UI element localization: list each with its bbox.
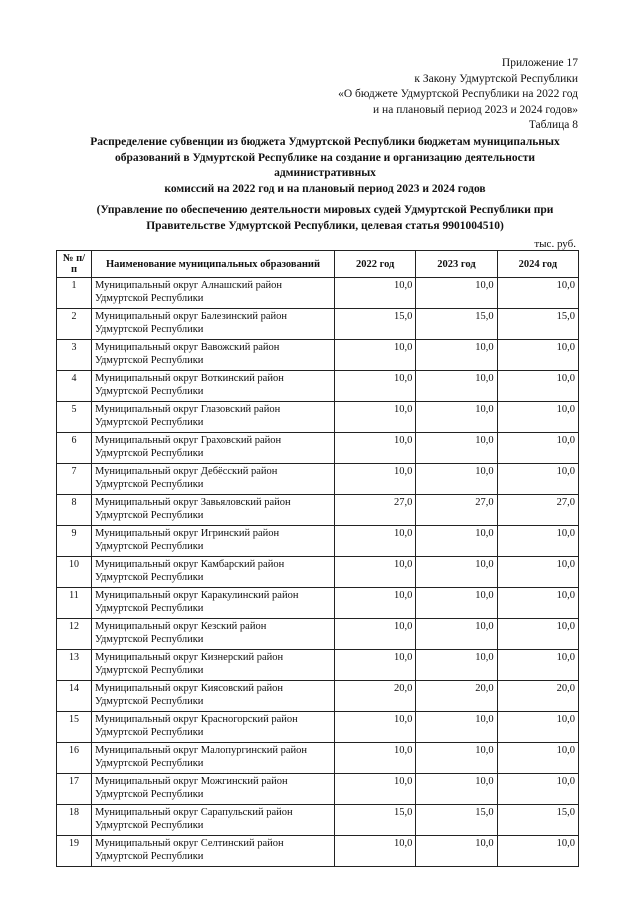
amount-2023: 15,0 (416, 805, 497, 836)
amount-2023: 10,0 (416, 371, 497, 402)
amount-2023: 10,0 (416, 402, 497, 433)
municipality-name-line1: Муниципальный округ Можгинский район (95, 776, 288, 787)
amount-2022: 27,0 (335, 495, 416, 526)
header-2024: 2024 год (497, 251, 578, 278)
amount-2023: 10,0 (416, 836, 497, 867)
row-number: 1 (57, 278, 92, 309)
table-row (57, 495, 579, 526)
amount-2023: 10,0 (416, 464, 497, 495)
amount-2022: 20,0 (335, 681, 416, 712)
municipality-name-line2: Удмуртской Республики (95, 789, 204, 800)
municipality-name (92, 743, 335, 774)
table-body (57, 278, 579, 867)
municipality-name-line1: Муниципальный округ Балезинский район (95, 311, 287, 322)
amount-2022: 10,0 (335, 278, 416, 309)
amount-2023: 10,0 (416, 340, 497, 371)
amount-2024: 15,0 (497, 309, 578, 340)
municipality-name (92, 588, 335, 619)
amount-2024: 10,0 (497, 464, 578, 495)
row-number: 10 (57, 557, 92, 588)
amount-2023: 10,0 (416, 526, 497, 557)
row-number: 17 (57, 774, 92, 805)
amount-2022: 10,0 (335, 774, 416, 805)
municipality-name-line2: Удмуртской Республики (95, 386, 204, 397)
municipality-name-line1: Муниципальный округ Камбарский район (95, 559, 285, 570)
municipality-name-line2: Удмуртской Республики (95, 572, 204, 583)
document-subtitle (70, 202, 580, 234)
municipality-name (92, 309, 335, 340)
row-number: 7 (57, 464, 92, 495)
municipality-name-line1: Муниципальный округ Кезский район (95, 621, 267, 632)
municipality-name-line2: Удмуртской Республики (95, 417, 204, 428)
amount-2022: 10,0 (335, 402, 416, 433)
document-title (70, 135, 580, 197)
amount-2024: 27,0 (497, 495, 578, 526)
header-2022: 2022 год (335, 251, 416, 278)
table-number: Таблица 8 (528, 119, 578, 131)
municipality-name-line1: Муниципальный округ Селтинский район (95, 838, 284, 849)
table-row (57, 433, 579, 464)
table-row (57, 278, 579, 309)
municipality-name-line2: Удмуртской Республики (95, 634, 204, 645)
municipality-name-line2: Удмуртской Республики (95, 293, 204, 304)
table-row (57, 309, 579, 340)
municipality-name (92, 557, 335, 588)
municipality-name-line2: Удмуртской Республики (95, 510, 204, 521)
municipality-name (92, 836, 335, 867)
municipality-name (92, 526, 335, 557)
row-number: 16 (57, 743, 92, 774)
municipality-name (92, 278, 335, 309)
municipality-name-line2: Удмуртской Республики (95, 324, 204, 335)
amount-2023: 27,0 (416, 495, 497, 526)
amount-2023: 10,0 (416, 774, 497, 805)
table-row (57, 619, 579, 650)
table-row (57, 712, 579, 743)
municipality-name-line1: Муниципальный округ Малопургинский район (95, 745, 308, 756)
amount-2024: 20,0 (497, 681, 578, 712)
amount-2022: 15,0 (335, 309, 416, 340)
municipality-name-line1: Муниципальный округ Вавожский район (95, 342, 280, 353)
municipality-name-line2: Удмуртской Республики (95, 696, 204, 707)
municipality-name-line1: Муниципальный округ Каракулинский район (95, 590, 299, 601)
appendix-header (338, 56, 578, 134)
municipality-name-line2: Удмуртской Республики (95, 603, 204, 614)
municipality-name-line1: Муниципальный округ Сарапульский район (95, 807, 293, 818)
municipality-name (92, 371, 335, 402)
row-number: 9 (57, 526, 92, 557)
amount-2022: 10,0 (335, 743, 416, 774)
amount-2024: 10,0 (497, 402, 578, 433)
amount-2024: 10,0 (497, 774, 578, 805)
amount-2023: 10,0 (416, 650, 497, 681)
row-number: 13 (57, 650, 92, 681)
amount-2023: 20,0 (416, 681, 497, 712)
municipality-name (92, 619, 335, 650)
table-row (57, 681, 579, 712)
amount-2024: 10,0 (497, 712, 578, 743)
amount-2023: 10,0 (416, 712, 497, 743)
municipality-name (92, 681, 335, 712)
subtitle-line: Правительстве Удмуртской Республики, целевая статья 9901004510) (146, 220, 504, 232)
appendix-line: «О бюджете Удмуртской Республики на 2022 год (338, 88, 578, 100)
amount-2023: 10,0 (416, 588, 497, 619)
subtitle-line: (Управление по обеспечению деятельности мировых судей Удмуртской Республики при (96, 204, 554, 216)
amount-2024: 10,0 (497, 371, 578, 402)
amount-2024: 10,0 (497, 433, 578, 464)
appendix-line: к Закону Удмуртской Республики (414, 72, 578, 85)
amount-2023: 10,0 (416, 557, 497, 588)
municipality-name (92, 340, 335, 371)
municipality-name-line2: Удмуртской Республики (95, 758, 204, 769)
municipality-name-line1: Муниципальный округ Кизнерский район (95, 652, 284, 663)
header-number: № п/п (57, 251, 92, 278)
row-number: 12 (57, 619, 92, 650)
municipality-name (92, 712, 335, 743)
municipality-name-line2: Удмуртской Республики (95, 851, 204, 862)
municipality-name-line2: Удмуртской Республики (95, 665, 204, 676)
amount-2022: 10,0 (335, 340, 416, 371)
title-line: образований в Удмуртской Республике на создание и организацию деятельности административных (114, 151, 536, 179)
appendix-line: Приложение 17 (501, 57, 578, 69)
amount-2023: 10,0 (416, 619, 497, 650)
municipality-name-line1: Муниципальный округ Воткинский район (95, 373, 284, 384)
amount-2022: 10,0 (335, 464, 416, 495)
amount-2022: 10,0 (335, 526, 416, 557)
municipality-name-line1: Муниципальный округ Киясовский район (95, 683, 284, 694)
municipality-name-line1: Муниципальный округ Дебёсский район (95, 466, 278, 477)
municipality-name-line1: Муниципальный округ Граховский район (95, 435, 282, 446)
table-row (57, 340, 579, 371)
header-name: Наименование муниципальных образований (92, 251, 335, 278)
row-number: 15 (57, 712, 92, 743)
amount-2022: 10,0 (335, 836, 416, 867)
header-2023: 2023 год (416, 251, 497, 278)
amount-2023: 10,0 (416, 743, 497, 774)
amount-2023: 10,0 (416, 278, 497, 309)
row-number: 3 (57, 340, 92, 371)
table-row (57, 774, 579, 805)
municipality-name-line2: Удмуртской Республики (95, 727, 204, 738)
amount-2022: 10,0 (335, 650, 416, 681)
row-number: 19 (57, 836, 92, 867)
municipality-name-line1: Муниципальный округ Глазовский район (95, 404, 281, 415)
municipality-name-line1: Муниципальный округ Завьяловский район (95, 497, 291, 508)
amount-2022: 10,0 (335, 371, 416, 402)
appendix-line: и на плановый период 2023 и 2024 годов» (373, 103, 578, 116)
amount-2022: 10,0 (335, 588, 416, 619)
amount-2022: 15,0 (335, 805, 416, 836)
unit-label: тыс. руб. (534, 238, 576, 250)
municipality-name-line2: Удмуртской Республики (95, 820, 204, 831)
table-row (57, 588, 579, 619)
amount-2024: 10,0 (497, 836, 578, 867)
amount-2022: 10,0 (335, 619, 416, 650)
municipality-name (92, 433, 335, 464)
municipality-name (92, 774, 335, 805)
table-row (57, 464, 579, 495)
amount-2024: 10,0 (497, 743, 578, 774)
municipality-name (92, 805, 335, 836)
municipality-name-line2: Удмуртской Республики (95, 479, 204, 490)
row-number: 18 (57, 805, 92, 836)
amount-2024: 10,0 (497, 526, 578, 557)
municipality-name-line1: Муниципальный округ Игринский район (95, 528, 280, 539)
municipality-name-line2: Удмуртской Республики (95, 541, 204, 552)
municipality-name-line1: Муниципальный округ Алнашский район (95, 280, 282, 291)
amount-2024: 10,0 (497, 340, 578, 371)
row-number: 8 (57, 495, 92, 526)
amount-2024: 10,0 (497, 619, 578, 650)
municipality-name (92, 402, 335, 433)
amount-2023: 10,0 (416, 433, 497, 464)
title-line: Распределение субвенции из бюджета Удмуртской Республики бюджетам муниципальных (90, 136, 560, 148)
subvention-table (56, 250, 579, 867)
table-row (57, 805, 579, 836)
municipality-name-line1: Муниципальный округ Красногорский район (95, 714, 298, 725)
table-row (57, 836, 579, 867)
municipality-name-line2: Удмуртской Республики (95, 355, 204, 366)
row-number: 11 (57, 588, 92, 619)
amount-2024: 10,0 (497, 588, 578, 619)
amount-2022: 10,0 (335, 712, 416, 743)
row-number: 4 (57, 371, 92, 402)
table-row (57, 371, 579, 402)
row-number: 14 (57, 681, 92, 712)
title-line: комиссий на 2022 год и на плановый период 2023 и 2024 годов (164, 182, 486, 195)
row-number: 6 (57, 433, 92, 464)
municipality-name-line2: Удмуртской Республики (95, 448, 204, 459)
table-row (57, 743, 579, 774)
table-row (57, 402, 579, 433)
amount-2023: 15,0 (416, 309, 497, 340)
amount-2024: 15,0 (497, 805, 578, 836)
amount-2022: 10,0 (335, 557, 416, 588)
amount-2024: 10,0 (497, 278, 578, 309)
row-number: 2 (57, 309, 92, 340)
table-row (57, 526, 579, 557)
municipality-name (92, 495, 335, 526)
municipality-name (92, 464, 335, 495)
municipality-name (92, 650, 335, 681)
table-header-row (57, 251, 579, 278)
amount-2024: 10,0 (497, 650, 578, 681)
amount-2024: 10,0 (497, 557, 578, 588)
table-row (57, 557, 579, 588)
table-row (57, 650, 579, 681)
row-number: 5 (57, 402, 92, 433)
amount-2022: 10,0 (335, 433, 416, 464)
